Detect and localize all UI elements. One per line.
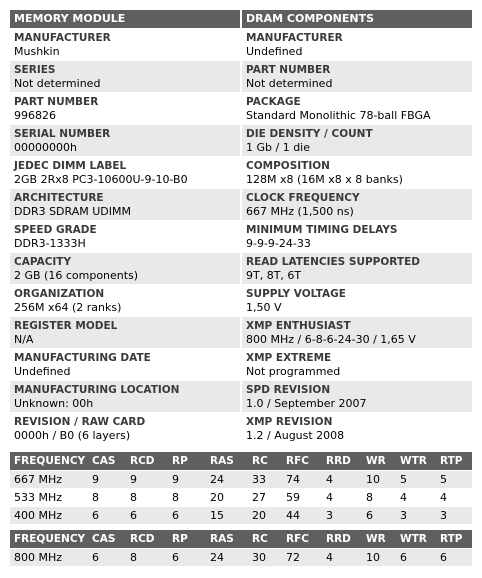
memory-module-label: SERIAL NUMBER bbox=[14, 128, 111, 140]
memory-module-header: MEMORY MODULE bbox=[10, 10, 240, 28]
xmp-timing-cell: 6 bbox=[396, 549, 436, 567]
timing-cell: 6 bbox=[88, 507, 126, 525]
memory-module-label: ARCHITECTURE bbox=[14, 192, 104, 204]
timing-cell: 9 bbox=[88, 471, 126, 489]
timing-row bbox=[10, 489, 472, 507]
timing-table bbox=[10, 452, 472, 524]
xmp-timing-column-header: RC bbox=[248, 530, 282, 549]
xmp-timing-cell: 72 bbox=[282, 549, 322, 567]
timing-cell: 27 bbox=[248, 489, 282, 507]
xmp-timing-cell: 6 bbox=[168, 549, 206, 567]
dram-component-row bbox=[242, 156, 472, 188]
memory-module-row bbox=[10, 412, 240, 444]
timing-column-header: RFC bbox=[282, 452, 322, 471]
timing-cell: 44 bbox=[282, 507, 322, 525]
dram-component-value: 1.2 / August 2008 bbox=[246, 429, 345, 442]
dram-components-column bbox=[242, 10, 472, 448]
timing-cell: 20 bbox=[206, 489, 248, 507]
xmp-timing-cell: 24 bbox=[206, 549, 248, 567]
memory-module-value: 00000000h bbox=[14, 141, 77, 154]
dram-component-value: 1 Gb / 1 die bbox=[246, 141, 311, 154]
xmp-timing-column-header: RFC bbox=[282, 530, 322, 549]
timing-cell: 8 bbox=[126, 489, 168, 507]
xmp-timing-cell: 8 bbox=[126, 549, 168, 567]
xmp-timing-column-header: RTP bbox=[436, 530, 472, 549]
dram-component-row bbox=[242, 348, 472, 380]
timing-cell: 4 bbox=[436, 489, 472, 507]
xmp-timing-column-header: RAS bbox=[206, 530, 248, 549]
timing-cell: 74 bbox=[282, 471, 322, 489]
timing-cell: 400 MHz bbox=[10, 507, 88, 525]
timing-column-header: CAS bbox=[88, 452, 126, 471]
timing-column-header: RRD bbox=[322, 452, 362, 471]
timing-cell: 3 bbox=[322, 507, 362, 525]
timing-cell: 24 bbox=[206, 471, 248, 489]
dram-component-row bbox=[242, 28, 472, 60]
xmp-timing-column-header: RP bbox=[168, 530, 206, 549]
timing-cell: 5 bbox=[436, 471, 472, 489]
dram-component-label: READ LATENCIES SUPPORTED bbox=[246, 256, 420, 268]
dram-component-label: CLOCK FREQUENCY bbox=[246, 192, 360, 204]
memory-module-value: Undefined bbox=[14, 365, 71, 378]
timing-cell: 20 bbox=[248, 507, 282, 525]
dram-component-row bbox=[242, 220, 472, 252]
dram-component-label: SUPPLY VOLTAGE bbox=[246, 288, 346, 300]
dram-component-value: 9-9-9-24-33 bbox=[246, 237, 311, 250]
dram-component-value: 1.0 / September 2007 bbox=[246, 397, 367, 410]
xmp-timing-cell: 4 bbox=[322, 549, 362, 567]
dram-component-label: XMP EXTREME bbox=[246, 352, 332, 364]
timing-cell: 5 bbox=[396, 471, 436, 489]
memory-module-label: SERIES bbox=[14, 64, 56, 76]
timing-cell: 4 bbox=[396, 489, 436, 507]
timing-cell: 4 bbox=[322, 471, 362, 489]
xmp-timing-cell: 30 bbox=[248, 549, 282, 567]
dram-component-row bbox=[242, 92, 472, 124]
memory-module-value: 996826 bbox=[14, 109, 56, 122]
timing-cell: 15 bbox=[206, 507, 248, 525]
memory-module-label: REVISION / RAW CARD bbox=[14, 416, 146, 428]
memory-module-value: Unknown: 00h bbox=[14, 397, 94, 410]
memory-module-row bbox=[10, 156, 240, 188]
dram-component-row bbox=[242, 316, 472, 348]
memory-module-row bbox=[10, 380, 240, 412]
timing-cell: 6 bbox=[362, 507, 396, 525]
memory-module-label: MANUFACTURER bbox=[14, 32, 111, 44]
timing-column-header: WTR bbox=[396, 452, 436, 471]
dram-component-value: Not determined bbox=[246, 77, 333, 90]
memory-module-row bbox=[10, 220, 240, 252]
memory-module-row bbox=[10, 92, 240, 124]
dram-component-label: MINIMUM TIMING DELAYS bbox=[246, 224, 398, 236]
timing-cell: 10 bbox=[362, 471, 396, 489]
memory-module-row bbox=[10, 348, 240, 380]
xmp-timing-column-header: WTR bbox=[396, 530, 436, 549]
memory-module-value: Not determined bbox=[14, 77, 101, 90]
timing-cell: 533 MHz bbox=[10, 489, 88, 507]
timing-row bbox=[10, 507, 472, 525]
timing-cell: 667 MHz bbox=[10, 471, 88, 489]
dram-component-label: PART NUMBER bbox=[246, 64, 331, 76]
timing-cell: 9 bbox=[168, 471, 206, 489]
dram-component-row bbox=[242, 188, 472, 220]
dram-component-row bbox=[242, 380, 472, 412]
spec-columns bbox=[10, 10, 472, 448]
timing-column-header: RAS bbox=[206, 452, 248, 471]
dram-component-value: 667 MHz (1,500 ns) bbox=[246, 205, 354, 218]
timing-cell: 8 bbox=[168, 489, 206, 507]
memory-module-row bbox=[10, 124, 240, 156]
memory-module-value: 0000h / B0 (6 layers) bbox=[14, 429, 131, 442]
timing-cell: 8 bbox=[362, 489, 396, 507]
memory-module-row bbox=[10, 284, 240, 316]
memory-module-row bbox=[10, 316, 240, 348]
xmp-timing-cell: 6 bbox=[436, 549, 472, 567]
timing-row bbox=[10, 471, 472, 489]
dram-component-value: Undefined bbox=[246, 45, 303, 58]
dram-component-label: MANUFACTURER bbox=[246, 32, 343, 44]
memory-module-column bbox=[10, 10, 240, 448]
memory-module-label: SPEED GRADE bbox=[14, 224, 97, 236]
xmp-timing-column-header: WR bbox=[362, 530, 396, 549]
dram-component-label: XMP REVISION bbox=[246, 416, 333, 428]
timing-cell: 3 bbox=[396, 507, 436, 525]
dram-component-row bbox=[242, 124, 472, 156]
timing-cell: 3 bbox=[436, 507, 472, 525]
timing-column-header: RTP bbox=[436, 452, 472, 471]
xmp-timing-cell: 10 bbox=[362, 549, 396, 567]
dram-component-label: DIE DENSITY / COUNT bbox=[246, 128, 373, 140]
xmp-timing-column-header: RCD bbox=[126, 530, 168, 549]
xmp-timing-cell: 800 MHz bbox=[10, 549, 88, 567]
memory-module-row bbox=[10, 60, 240, 92]
xmp-timing-cell: 6 bbox=[88, 549, 126, 567]
timing-cell: 9 bbox=[126, 471, 168, 489]
dram-component-row bbox=[242, 284, 472, 316]
dram-component-value: 1,50 V bbox=[246, 301, 282, 314]
timing-cell: 8 bbox=[88, 489, 126, 507]
dram-components-header: DRAM COMPONENTS bbox=[242, 10, 472, 28]
memory-module-label: PART NUMBER bbox=[14, 96, 99, 108]
memory-module-label: MANUFACTURING DATE bbox=[14, 352, 151, 364]
dram-component-row bbox=[242, 412, 472, 444]
xmp-timing-table bbox=[10, 530, 472, 566]
memory-module-row bbox=[10, 28, 240, 60]
dram-component-value: Not programmed bbox=[246, 365, 341, 378]
memory-module-value: DDR3-1333H bbox=[14, 237, 86, 250]
memory-module-value: 256M x64 (2 ranks) bbox=[14, 301, 122, 314]
dram-component-row bbox=[242, 252, 472, 284]
memory-module-value: DDR3 SDRAM UDIMM bbox=[14, 205, 131, 218]
timing-column-header: FREQUENCY bbox=[10, 452, 88, 471]
xmp-timing-column-header: FREQUENCY bbox=[10, 530, 88, 549]
memory-module-value: 2 GB (16 components) bbox=[14, 269, 139, 282]
timing-column-header: RP bbox=[168, 452, 206, 471]
timing-cell: 6 bbox=[126, 507, 168, 525]
timing-cell: 6 bbox=[168, 507, 206, 525]
dram-component-label: COMPOSITION bbox=[246, 160, 330, 172]
memory-module-label: CAPACITY bbox=[14, 256, 72, 268]
timing-cell: 59 bbox=[282, 489, 322, 507]
dram-component-label: PACKAGE bbox=[246, 96, 301, 108]
timing-column-header: WR bbox=[362, 452, 396, 471]
dram-component-value: 800 MHz / 6-8-6-24-30 / 1,65 V bbox=[246, 333, 416, 346]
memory-module-label: REGISTER MODEL bbox=[14, 320, 118, 332]
xmp-timing-column-header: CAS bbox=[88, 530, 126, 549]
dram-component-value: 9T, 8T, 6T bbox=[246, 269, 302, 282]
memory-module-value: N/A bbox=[14, 333, 34, 346]
memory-module-row bbox=[10, 252, 240, 284]
timing-column-header: RCD bbox=[126, 452, 168, 471]
dram-component-label: SPD REVISION bbox=[246, 384, 331, 396]
memory-module-label: MANUFACTURING LOCATION bbox=[14, 384, 180, 396]
memory-module-label: ORGANIZATION bbox=[14, 288, 105, 300]
timing-cell: 4 bbox=[322, 489, 362, 507]
memory-module-value: Mushkin bbox=[14, 45, 60, 58]
dram-component-value: Standard Monolithic 78-ball FBGA bbox=[246, 109, 431, 122]
memory-module-label: JEDEC DIMM LABEL bbox=[14, 160, 127, 172]
timing-cell: 33 bbox=[248, 471, 282, 489]
timing-column-header: RC bbox=[248, 452, 282, 471]
memory-module-value: 2GB 2Rx8 PC3-10600U-9-10-B0 bbox=[14, 173, 188, 186]
dram-component-label: XMP ENTHUSIAST bbox=[246, 320, 351, 332]
memory-module-row bbox=[10, 188, 240, 220]
dram-component-row bbox=[242, 60, 472, 92]
dram-component-value: 128M x8 (16M x8 x 8 banks) bbox=[246, 173, 403, 186]
xmp-timing-row bbox=[10, 549, 472, 567]
xmp-timing-column-header: RRD bbox=[322, 530, 362, 549]
